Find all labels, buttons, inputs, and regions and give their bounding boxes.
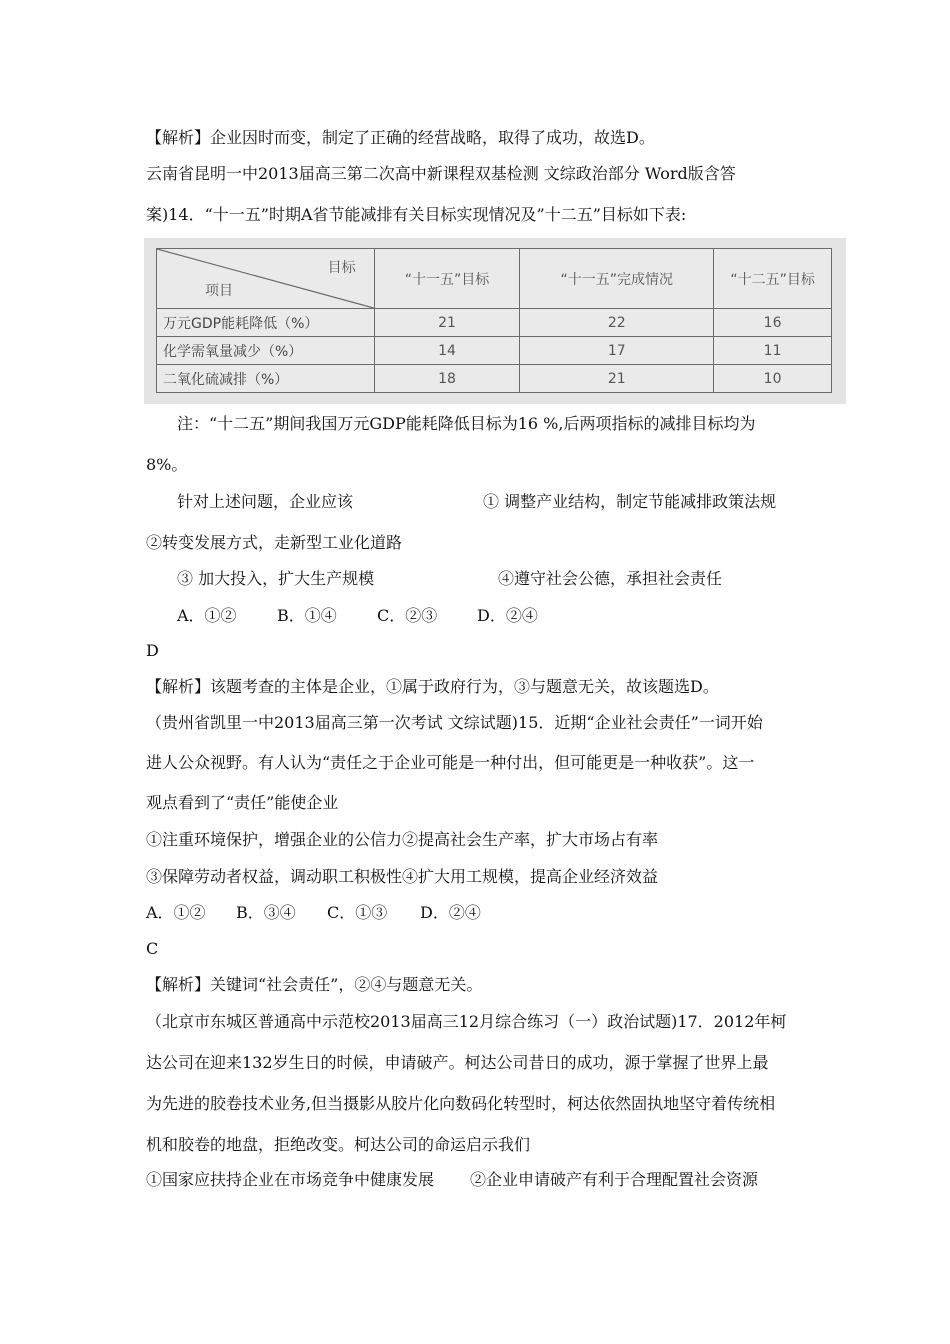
- q14-source: 云南省昆明一中2013届高三第二次高中新课程双基检测 文综政治部分 Word版含答: [146, 164, 736, 183]
- energy-table: [156, 248, 832, 393]
- q14-option-4: ④遵守社会公德，承担社会责任: [498, 569, 723, 588]
- q15-options-34: ③保障劳动者权益，调动职工积极性④扩大用工规模，提高企业经济效益: [146, 867, 659, 886]
- table-cell: 17: [520, 337, 714, 365]
- table-cell: 21: [520, 365, 714, 393]
- table-corner-header: [157, 249, 375, 309]
- q14-explanation: 【解析】该题考查的主体是企业，①属于政府行为，③与题意无关，故该题选D。: [146, 677, 719, 696]
- q15-answer: C: [146, 939, 159, 958]
- q14-stem: 案)14．“十一五”时期A省节能减排有关目标实现情况及”十二五”目标如下表:: [146, 205, 687, 224]
- q14-choice-a: A．①②: [177, 606, 237, 625]
- table-row: [157, 337, 832, 365]
- q14-choice-c: C．②③: [377, 606, 438, 625]
- table-cell: 22: [520, 309, 714, 337]
- energy-table-image: [144, 238, 846, 404]
- table-cell: 10: [714, 365, 832, 393]
- table-cell: 14: [374, 337, 520, 365]
- table-cell: 16: [714, 309, 832, 337]
- header-target-label: 目标: [327, 260, 356, 276]
- row-label: 化学需氧量减少（%）: [157, 337, 375, 365]
- table-cell: 11: [714, 337, 832, 365]
- q14-option-1: ① 调整产业结构，制定节能减排政策法规: [483, 492, 777, 511]
- table-note-line1: 注：“十二五”期间我国万元GDP能耗降低目标为16 %,后两项指标的减排目标均为: [177, 414, 756, 433]
- table-cell: 21: [374, 309, 520, 337]
- q14-choice-d: D．②④: [477, 606, 538, 625]
- table-cell: 18: [374, 365, 520, 393]
- q15-line3: 观点看到了“责任”能使企业: [146, 793, 339, 812]
- q17-option-1: ①国家应扶持企业在市场竞争中健康发展: [146, 1170, 435, 1189]
- table-row: [157, 309, 832, 337]
- q15-choice-d: D．②④: [420, 903, 481, 922]
- q15-line1: （贵州省凯里一中2013届高三第一次考试 文综试题)15．近期“企业社会责任”一词开始: [146, 713, 763, 732]
- table-row: [157, 365, 832, 393]
- q17-option-2: ②企业申请破产有利于合理配置社会资源: [470, 1170, 759, 1189]
- q15-line2: 进人公众视野。有人认为“责任之于企业可能是一种付出，但可能更是一种收获”。这一: [146, 753, 755, 772]
- q15-choice-c: C．①③: [327, 903, 388, 922]
- row-label: 二氧化硫减排（%）: [157, 365, 375, 393]
- q17-line1: （北京市东城区普通高中示范校2013届高三12月综合练习（一）政治试题)17．2012年柯: [146, 1012, 787, 1031]
- q14-choice-b: B．①④: [277, 606, 337, 625]
- column-header: “十一五”目标: [374, 249, 520, 309]
- q17-line2: 达公司在迎来132岁生日的时候，申请破产。柯达公司昔日的成功，源于掌握了世界上最: [146, 1053, 769, 1072]
- q15-options-12: ①注重环境保护，增强企业的公信力②提高社会生产率，扩大市场占有率: [146, 830, 659, 849]
- q14-option-3: ③ 加大投入，扩大生产规模: [177, 569, 375, 588]
- q17-line3: 为先进的胶卷技术业务,但当摄影从胶片化向数码化转型时，柯达依然固执地坚守着传统相: [146, 1094, 776, 1113]
- header-item-label: 项目: [205, 283, 233, 299]
- table-note-line2: 8%。: [146, 455, 188, 474]
- q15-choice-a: A．①②: [146, 903, 206, 922]
- q14-answer: D: [146, 641, 159, 660]
- q17-line4: 机和胶卷的地盘，拒绝改变。柯达公司的命运启示我们: [146, 1135, 531, 1154]
- column-header: “十二五”目标: [714, 249, 832, 309]
- q14-option-2: ②转变发展方式，走新型工业化道路: [146, 533, 403, 552]
- prev-explanation: 【解析】企业因时而变，制定了正确的经营战略，取得了成功，故选D。: [146, 128, 655, 147]
- q14-question: 针对上述问题，企业应该: [177, 492, 354, 511]
- row-label: 万元GDP能耗降低（%）: [157, 309, 375, 337]
- column-header: “十一五”完成情况: [520, 249, 714, 309]
- q15-choice-b: B．③④: [236, 903, 296, 922]
- q15-explanation: 【解析】关键词“社会责任”，②④与题意无关。: [146, 975, 483, 994]
